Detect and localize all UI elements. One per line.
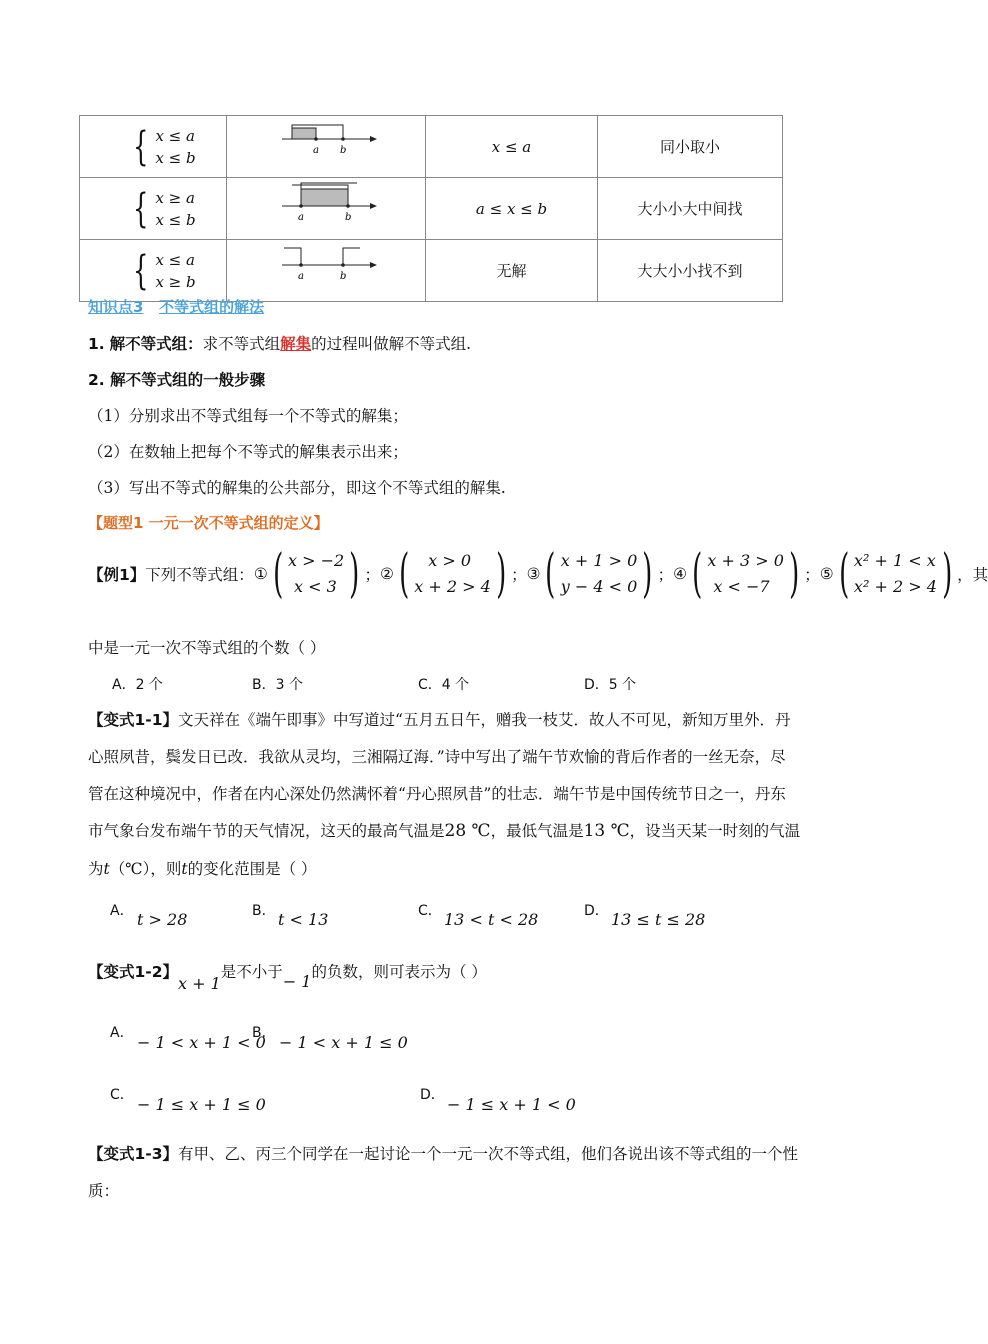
example-1-line2: 中是一元一次不等式组的个数（ ）: [88, 639, 326, 657]
table-row: { x ≤ a x ≥ b a b 无解 大大小小找不到: [80, 240, 783, 302]
step-item: （2）在数轴上把每个不等式的解集表示出来；: [88, 443, 408, 461]
example-1: 【例1】 下列不等式组： ① ( x > −2 x < 3 ) ； ② ( x > 0 x + 2 > 4 ) ； ③ ( x + 1 > 0 y − 4 < 0 ) ； ④ ( x + 3 > 0 x < −7 ) ； ⑤ ( x² + 1 < x x² + 2 > 4 ) ，其: [88, 544, 988, 604]
number-line-diagram: [227, 178, 425, 235]
option-a-math[interactable]: − 1 < x + 1 < 0: [137, 1033, 266, 1052]
variant-1-1-line5: 为t（℃），则t的变化范围是（ ）: [88, 860, 317, 878]
axis-label-b: b: [340, 271, 347, 282]
sys-line: x ≤ b: [155, 210, 196, 229]
axis-label-a: a: [298, 271, 304, 282]
sys-line: x ≤ a: [155, 250, 195, 269]
variant-1-2: 【变式1-2】x + 1是不小于− 1的负数，则可表示为（ ）: [88, 963, 487, 993]
option-c[interactable]: C．4 个: [418, 677, 470, 693]
number-line-diagram: [227, 116, 425, 173]
step-item: （3）写出不等式的解集的公共部分，即这个不等式组的解集.: [88, 479, 506, 497]
option-d-math[interactable]: − 1 ≤ x + 1 < 0: [447, 1095, 576, 1114]
definition: 1. 解不等式组：求不等式组解集的过程叫做解不等式组.: [88, 334, 472, 353]
table-row: { x ≤ a x ≤ b a b x ≤ a 同小取小: [80, 116, 783, 178]
type-heading: 【题型1 一元一次不等式组的定义】: [88, 514, 329, 532]
axis-label-a: a: [313, 145, 319, 156]
option-b-label[interactable]: B．: [252, 1025, 276, 1041]
solution-set: 无解: [496, 262, 527, 280]
variant-1-1-line3: 管在这种境况中，作者在内心深处仍然满怀着“丹心照夙昔”的壮志．端午节是中国传统节日之一，丹东: [88, 785, 786, 803]
option-b-label[interactable]: B．: [252, 903, 276, 919]
variant-1-3-line1: 【变式1-3】有甲、乙、丙三个同学在一起讨论一个一元一次不等式组，他们各说出该不等式组的一个性: [88, 1145, 799, 1163]
option-b[interactable]: B．3 个: [252, 677, 303, 693]
solution-set: x ≤ a: [491, 137, 532, 156]
section-heading: 知识点3 不等式组的解法: [88, 298, 265, 316]
sys-line: x ≤ a: [155, 126, 195, 145]
option-a-math[interactable]: t > 28: [137, 910, 188, 929]
steps-heading: 2. 解不等式组的一般步骤: [88, 371, 266, 389]
option-a-label[interactable]: A．: [110, 1025, 134, 1041]
option-c-label[interactable]: C．: [110, 1087, 134, 1103]
option-c-math[interactable]: − 1 ≤ x + 1 ≤ 0: [137, 1095, 266, 1114]
rule-text: 大大小小找不到: [637, 262, 743, 280]
axis-label-b: b: [340, 145, 347, 156]
option-a-label[interactable]: A．: [110, 903, 134, 919]
option-d-math[interactable]: 13 ≤ t ≤ 28: [611, 910, 706, 929]
axis-label-b: b: [345, 212, 352, 223]
rule-text: 同小取小: [659, 138, 720, 156]
sys-line: x ≥ b: [155, 272, 196, 291]
axis-label-a: a: [298, 212, 304, 223]
rule-text: 大小小大中间找: [637, 200, 743, 218]
variant-1-1-line2: 心照夙昔，鬓发日已改．我欲从灵均，三湘隔辽海．”诗中写出了端午节欢愉的背后作者的一丝无奈，尽: [88, 748, 786, 766]
option-a[interactable]: A．2 个: [112, 677, 163, 693]
variant-1-3-line2: 质：: [88, 1182, 120, 1200]
table-row: { x ≥ a x ≤ b a b a ≤ x ≤ b 大小小大中间找: [80, 178, 783, 240]
number-line-diagram: [227, 240, 425, 297]
step-item: （1）分别求出不等式组每一个不等式的解集；: [88, 407, 408, 425]
option-d-label[interactable]: D．: [584, 903, 609, 919]
solution-table: [79, 115, 783, 302]
solution-set: a ≤ x ≤ b: [475, 199, 548, 218]
sys-line: x ≤ b: [155, 148, 196, 167]
option-b-math[interactable]: − 1 < x + 1 ≤ 0: [279, 1033, 408, 1052]
option-d-label[interactable]: D．: [420, 1087, 445, 1103]
sys-line: x ≥ a: [155, 188, 195, 207]
option-b-math[interactable]: t < 13: [278, 910, 329, 929]
option-c-math[interactable]: 13 < t < 28: [444, 910, 539, 929]
variant-1-1-line4: 市气象台发布端午节的天气情况，这天的最高气温是28 ℃，最低气温是13 ℃，设当天某一时刻的气温: [88, 821, 801, 841]
option-d[interactable]: D．5 个: [584, 677, 637, 693]
variant-1-1-line1: 【变式1-1】文天祥在《端午即事》中写道过“五月五日午，赠我一枝艾．故人不可见，新知万里外．丹: [88, 711, 791, 729]
option-c-label[interactable]: C．: [418, 903, 442, 919]
